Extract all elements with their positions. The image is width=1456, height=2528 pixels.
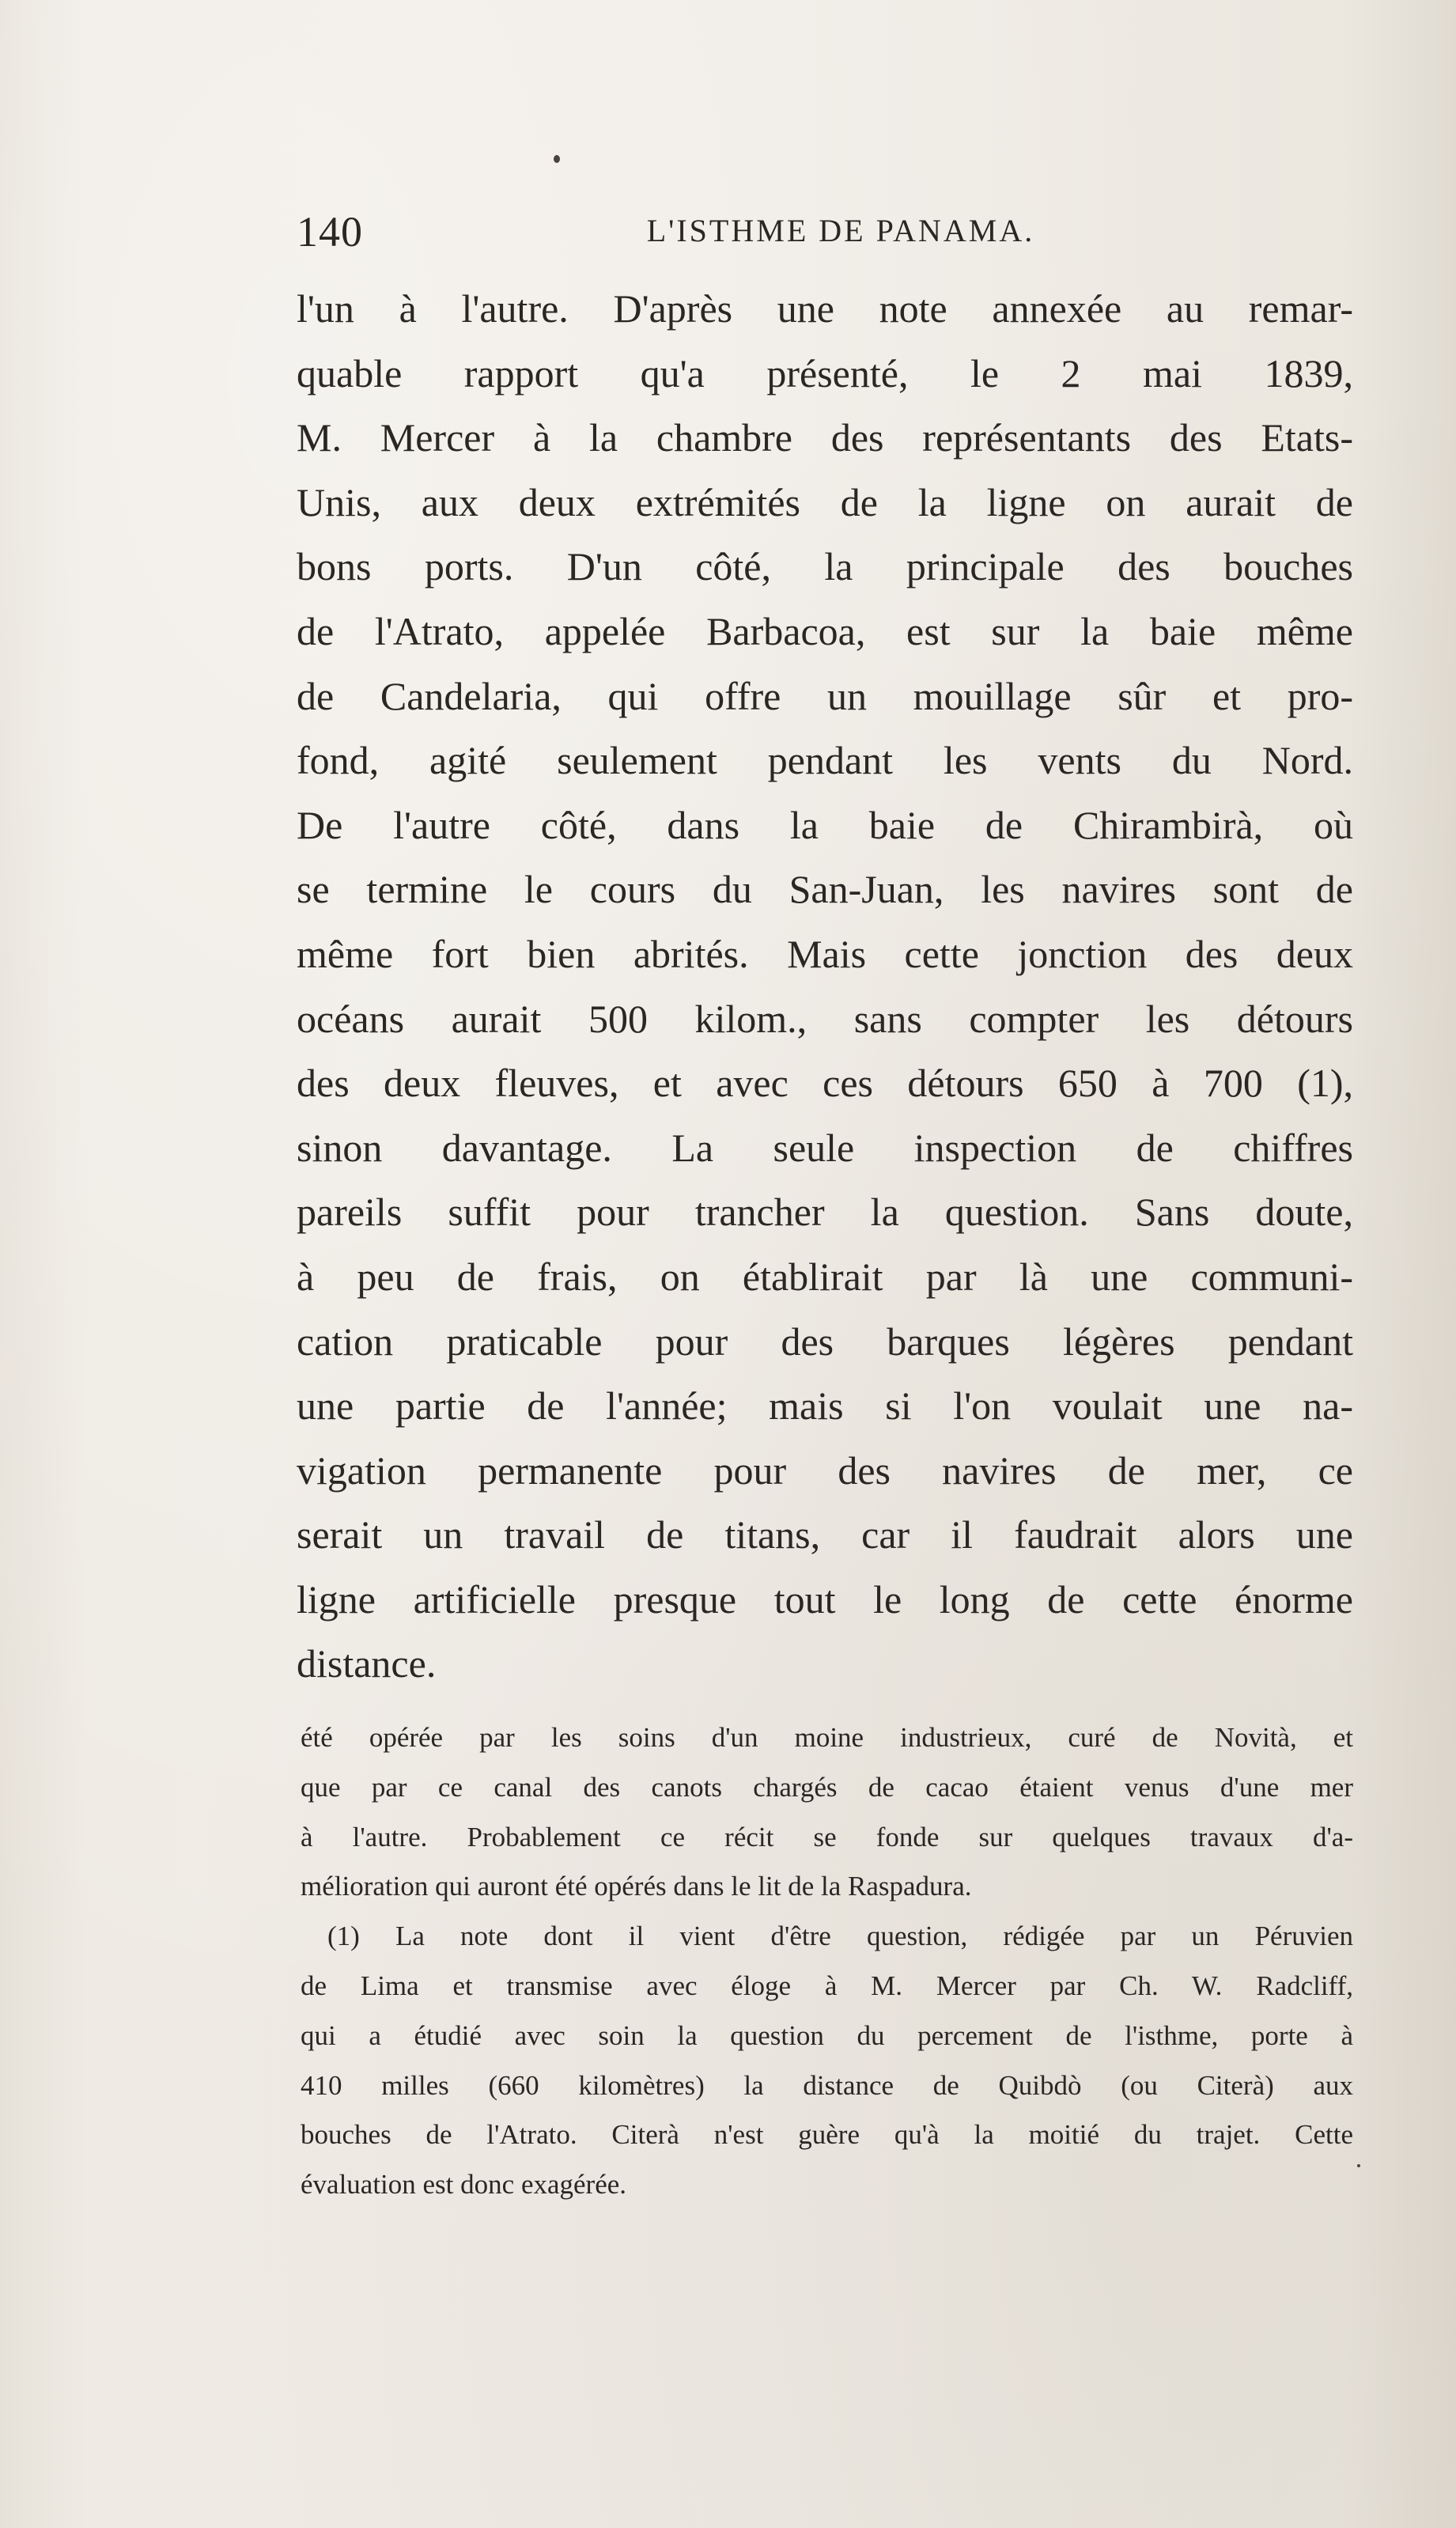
footnote-line: 410 milles (660 kilomètres) la distance de Quibdò (ou Citerà) aux — [301, 2069, 1353, 2101]
footnote-line: que par ce canal des canots chargés de cacao étaient venus d'une mer — [301, 1771, 1353, 1803]
footnote-line: été opérée par les soins d'un moine industrieux, curé de Novità, et — [301, 1722, 1353, 1753]
text-line: des deux fleuves, et avec ces détours 650 à 700 (1), — [297, 1061, 1353, 1106]
text-line: même fort bien abrités. Mais cette jonction des deux — [297, 931, 1353, 976]
text-line: serait un travail de titans, car il faudrait alors une — [297, 1512, 1353, 1557]
text-line: ligne artificielle presque tout le long de cette énorme — [297, 1576, 1353, 1622]
text-line: cation praticable pour des barques légères pendant — [297, 1319, 1353, 1364]
text-line: bons ports. D'un côté, la principale des bouches — [297, 544, 1353, 589]
text-line: se termine le cours du San-Juan, les navires sont de — [297, 867, 1353, 912]
text-line: de l'Atrato, appelée Barbacoa, est sur la baie même — [297, 608, 1353, 653]
page-number: 140 — [297, 208, 363, 255]
text-line: vigation permanente pour des navires de mer, ce — [297, 1448, 1353, 1493]
text-line: distance. — [297, 1641, 437, 1686]
text-line: de Candelaria, qui offre un mouillage sûr et pro- — [297, 673, 1353, 718]
text-line: Unis, aux deux extrémités de la ligne on aurait de — [297, 479, 1353, 524]
text-line: l'un à l'autre. D'après une note annexée au remar- — [297, 286, 1353, 331]
footnote-line: mélioration qui auront été opérés dans le lit de la Raspadura. — [301, 1871, 972, 1902]
text-line: M. Mercer à la chambre des représentants des Etats- — [297, 415, 1353, 460]
running-title: L'ISTHME DE PANAMA. — [646, 213, 1035, 248]
footnote-line: bouches de l'Atrato. Citerà n'est guère qu'à la moitié du trajet. Cette — [301, 2119, 1353, 2151]
text-line: sinon davantage. La seule inspection de chiffres — [297, 1125, 1353, 1170]
text-line: à peu de frais, on établirait par là une communi- — [297, 1254, 1353, 1299]
text-line: océans aurait 500 kilom., sans compter les détours — [297, 996, 1353, 1041]
footnotes — [301, 1713, 1353, 2210]
text-line: De l'autre côté, dans la baie de Chirambirà, où — [297, 802, 1353, 847]
text-line: fond, agité seulement pendant les vents du Nord. — [297, 738, 1353, 783]
main-text — [297, 277, 1353, 1697]
text-line: pareils suffit pour trancher la question. Sans doute, — [297, 1190, 1353, 1235]
footnote-line: qui a étudié avec soin la question du percement de l'isthme, porte à — [301, 2019, 1353, 2051]
page-header — [297, 207, 1353, 258]
footnote-line: (1) La note dont il vient d'être question, rédigée par un Péruvien — [327, 1921, 1353, 1952]
footnote-line: à l'autre. Probablement ce récit se fonde sur quelques travaux d'a- — [301, 1821, 1353, 1852]
ink-speck — [1357, 2164, 1360, 2167]
footnote-line: évaluation est donc exagérée. — [301, 2169, 627, 2201]
text-line: quable rapport qu'a présenté, le 2 mai 1839, — [297, 350, 1353, 395]
footnote-line: de Lima et transmise avec éloge à M. Mercer par Ch. W. Radcliff, — [301, 1970, 1353, 2001]
ink-speck — [554, 155, 560, 163]
text-line: une partie de l'année; mais si l'on voulait une na- — [297, 1383, 1353, 1429]
